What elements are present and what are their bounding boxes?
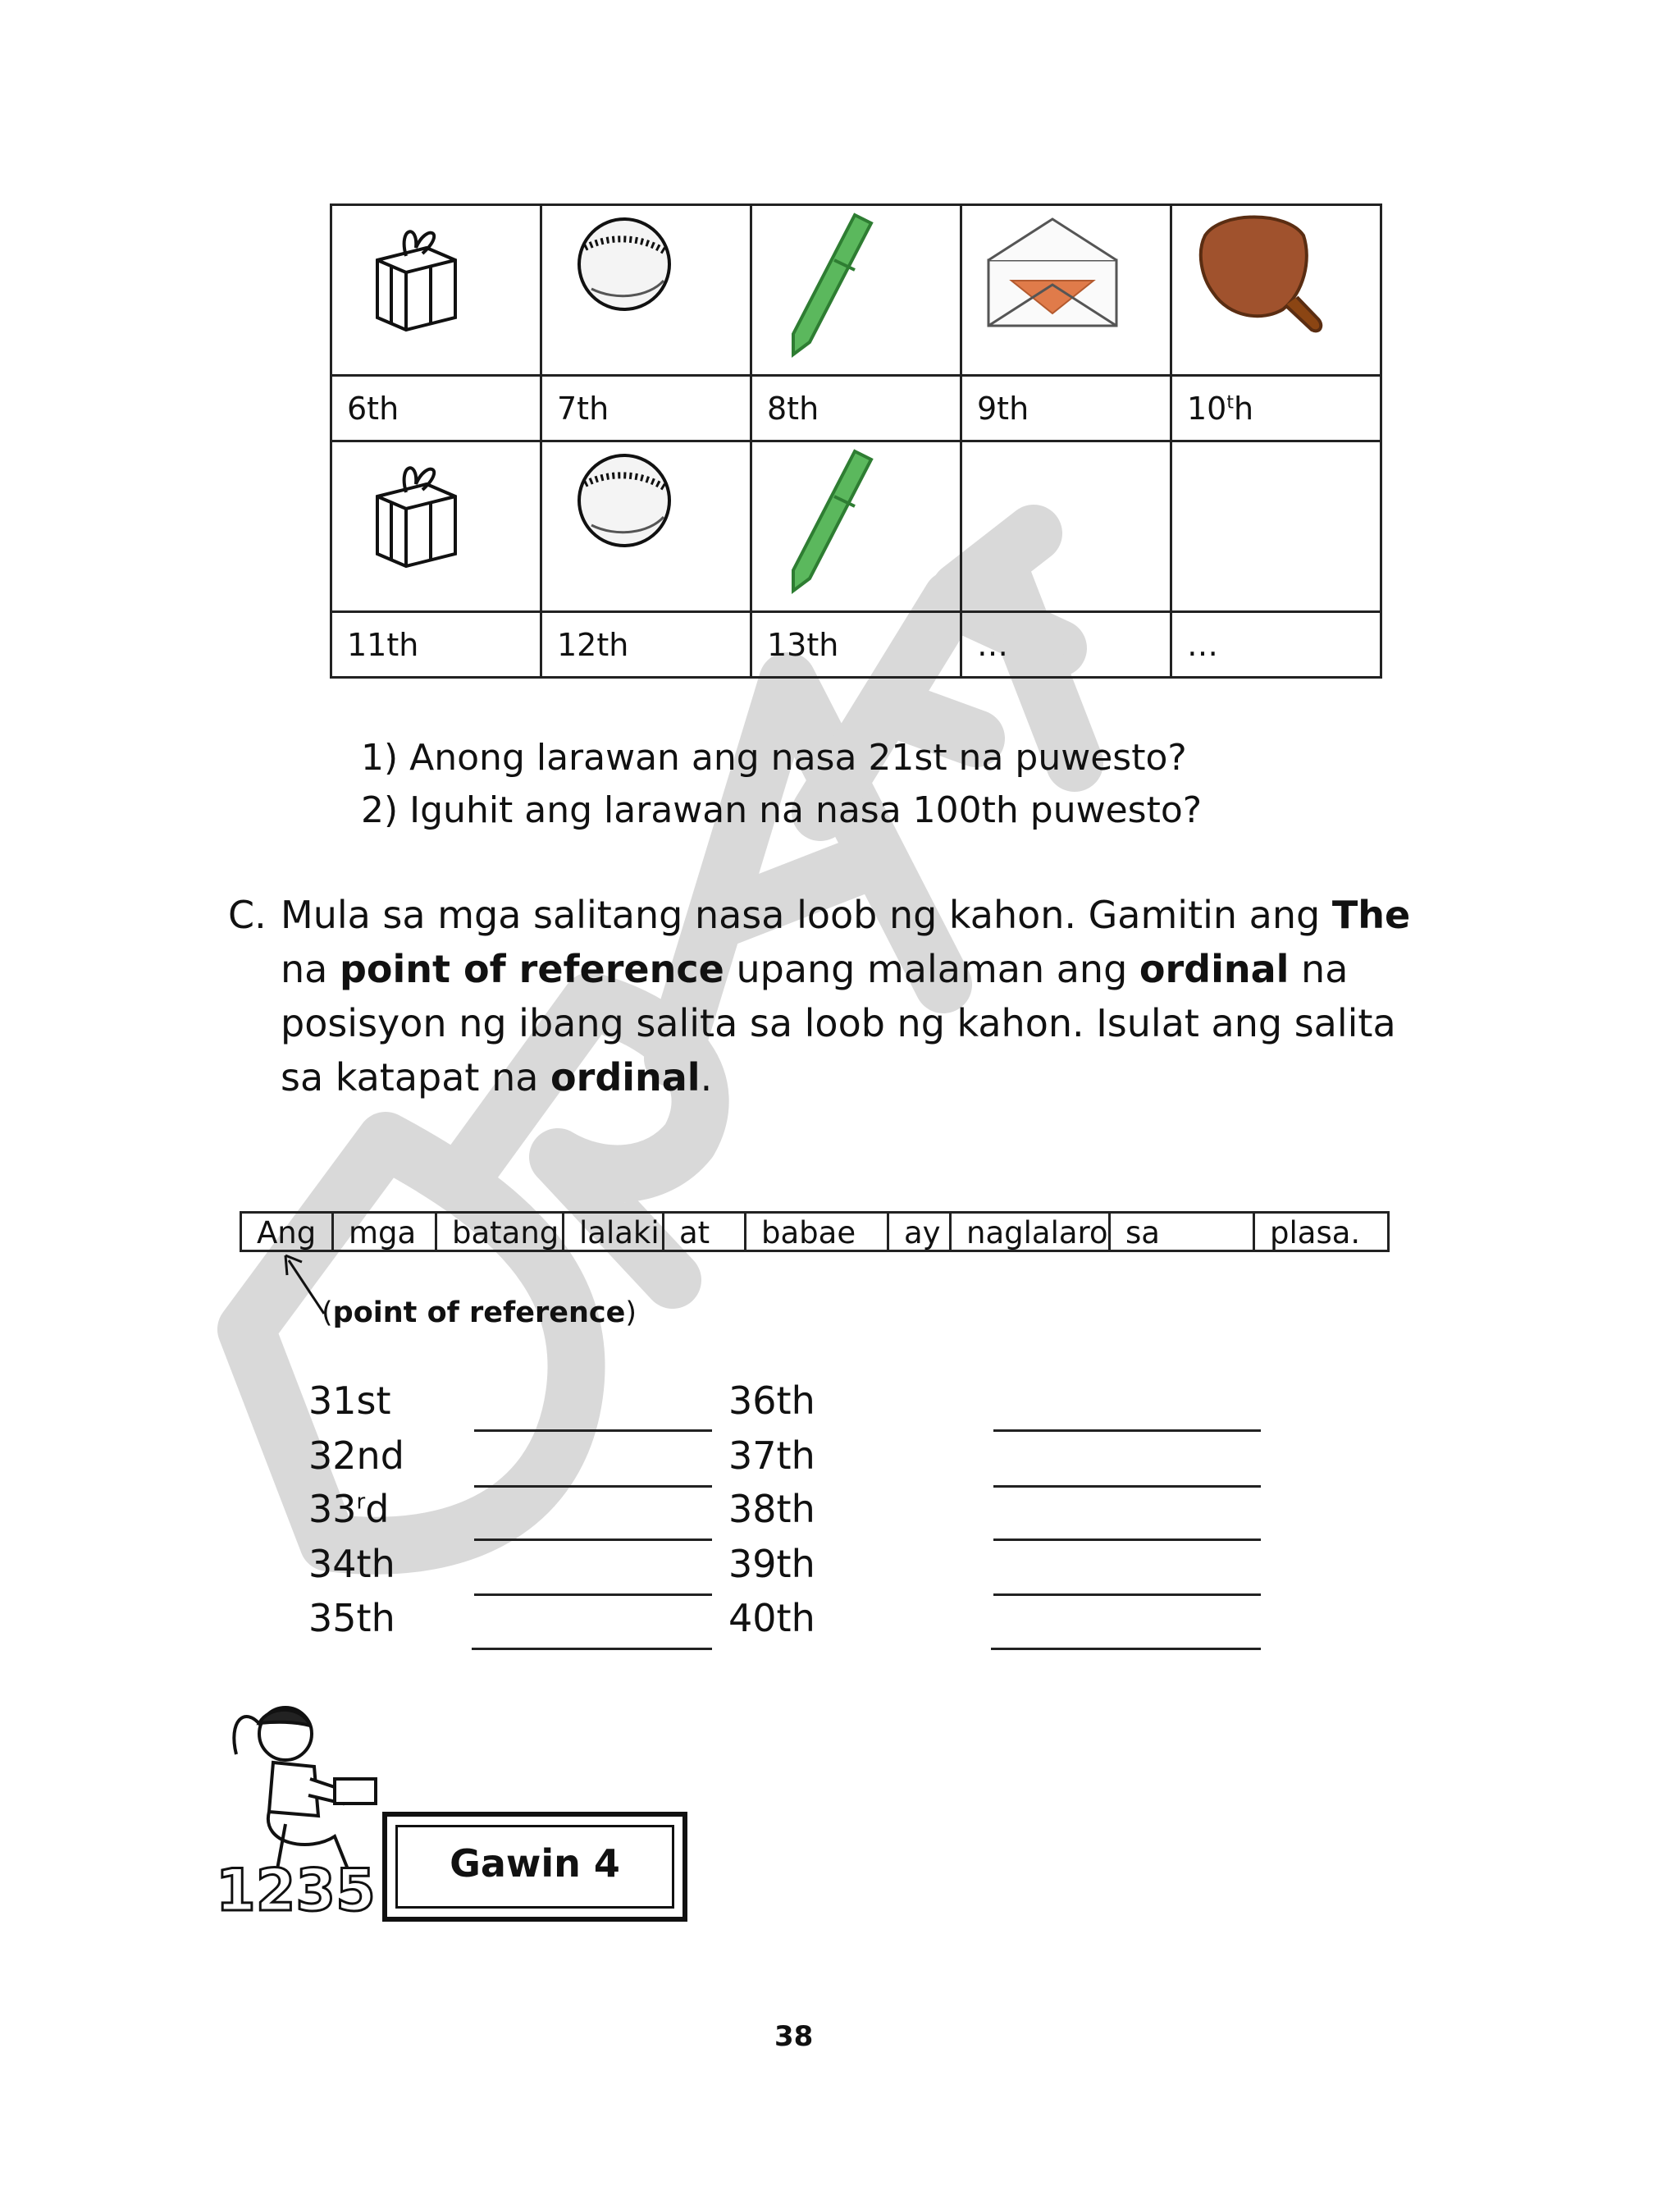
svg-text:1235: 1235 [216,1857,376,1924]
instruction-text [281,888,1413,1104]
ordinal-number: 33 [308,1487,357,1531]
ordinal-label: 12th [541,612,751,678]
ordinal-label: 8th [751,376,961,441]
ordinal-label [1171,376,1381,441]
ordinal-superscript: t [1226,391,1234,413]
baseball-icon [559,447,682,570]
girl-with-numbers-illustration [212,1689,386,1927]
section-letter: C. [228,893,267,937]
instruction-part: . [700,1055,713,1100]
table-cell-empty [961,441,1171,612]
instruction-bold: ordinal [550,1055,701,1100]
ordinal-item: 37th [728,1433,815,1478]
answer-line[interactable] [474,1485,712,1488]
table-cell [1171,205,1381,376]
envelope-icon [979,211,1126,334]
instruction-bold: ordinal [1139,947,1290,991]
word-box: Ang [242,1214,334,1250]
instruction-part: na posisyon ng ibang salita sa loob ng kahon. Isulat ang salita sa katapat na [281,947,1396,1100]
ordinal-item [308,1487,389,1531]
ordinal-item: 35th [308,1596,395,1640]
table-cell-empty [1171,441,1381,612]
ordinal-label: 13th [751,612,961,678]
word-strip [240,1211,1390,1252]
gawin-title: Gawin 4 [450,1841,620,1886]
ordinal-label: 11th [331,612,541,678]
word-box: babae [746,1214,889,1250]
word-box: batang [437,1214,564,1250]
hand-fan-icon [1189,211,1336,342]
answer-line[interactable] [993,1429,1261,1432]
table-cell [331,441,541,612]
instruction-bold: The [1331,893,1411,937]
answer-line[interactable] [993,1538,1261,1541]
ordinal-number: 10 [1187,390,1227,427]
ordinal-label: 9th [961,376,1171,441]
ordinal-tail: h [1234,390,1254,427]
word-box: sa [1111,1214,1255,1250]
answer-line[interactable] [993,1485,1261,1488]
table-cell [331,205,541,376]
baseball-icon [559,211,682,334]
paren: ) [625,1296,637,1329]
ordinal-label: … [1171,612,1381,678]
answer-line[interactable] [991,1648,1261,1650]
word-box: plasa. [1270,1215,1361,1250]
word-box: at [664,1214,746,1250]
ordinal-item: 31st [308,1378,391,1423]
answer-line[interactable] [474,1429,712,1432]
picture-sequence-table [330,203,1382,679]
instruction-part: upang malaman ang [724,947,1139,991]
green-crayon-icon [769,447,892,595]
table-cell [751,441,961,612]
answer-line[interactable] [993,1593,1261,1596]
page-number: 38 [774,2020,814,2053]
ordinal-item: 36th [728,1378,815,1423]
instruction-bold: point of reference [339,947,724,991]
question-2: 2) Iguhit ang larawan na nasa 100th puwesto? [361,789,1203,831]
table-cell [541,441,751,612]
point-of-reference-text: point of reference [332,1296,626,1329]
word-box: ay [889,1214,952,1250]
ordinal-tail: d [365,1487,390,1531]
word-box: naglalaro [952,1214,1111,1250]
paren: ( [322,1296,333,1329]
word-box: mga [334,1214,437,1250]
green-crayon-icon [769,211,892,359]
ordinal-superscript: r [356,1489,366,1515]
ordinal-label: 7th [541,376,751,441]
ordinal-item: 38th [728,1487,815,1531]
instruction-part: na [281,947,340,991]
word-box: lalaki [564,1214,664,1250]
answer-line[interactable] [472,1648,712,1650]
ordinal-item: 40th [728,1596,815,1640]
answer-line[interactable] [474,1538,712,1541]
ordinal-label: … [961,612,1171,678]
instruction-part: Mula sa mga salitang nasa loob ng kahon. Gamitin ang [281,893,1332,937]
ordinal-label: 6th [331,376,541,441]
point-of-reference-label [322,1296,637,1329]
ordinal-item: 39th [728,1542,815,1586]
ordinal-item: 32nd [308,1433,404,1478]
gawin-box [382,1812,687,1922]
question-1: 1) Anong larawan ang nasa 21st na puwesto? [361,737,1187,779]
table-cell [751,205,961,376]
ordinal-item: 34th [308,1542,395,1586]
answer-line[interactable] [474,1593,712,1596]
gift-box-icon [349,211,472,334]
table-cell [961,205,1171,376]
table-cell [541,205,751,376]
gift-box-icon [349,447,472,570]
